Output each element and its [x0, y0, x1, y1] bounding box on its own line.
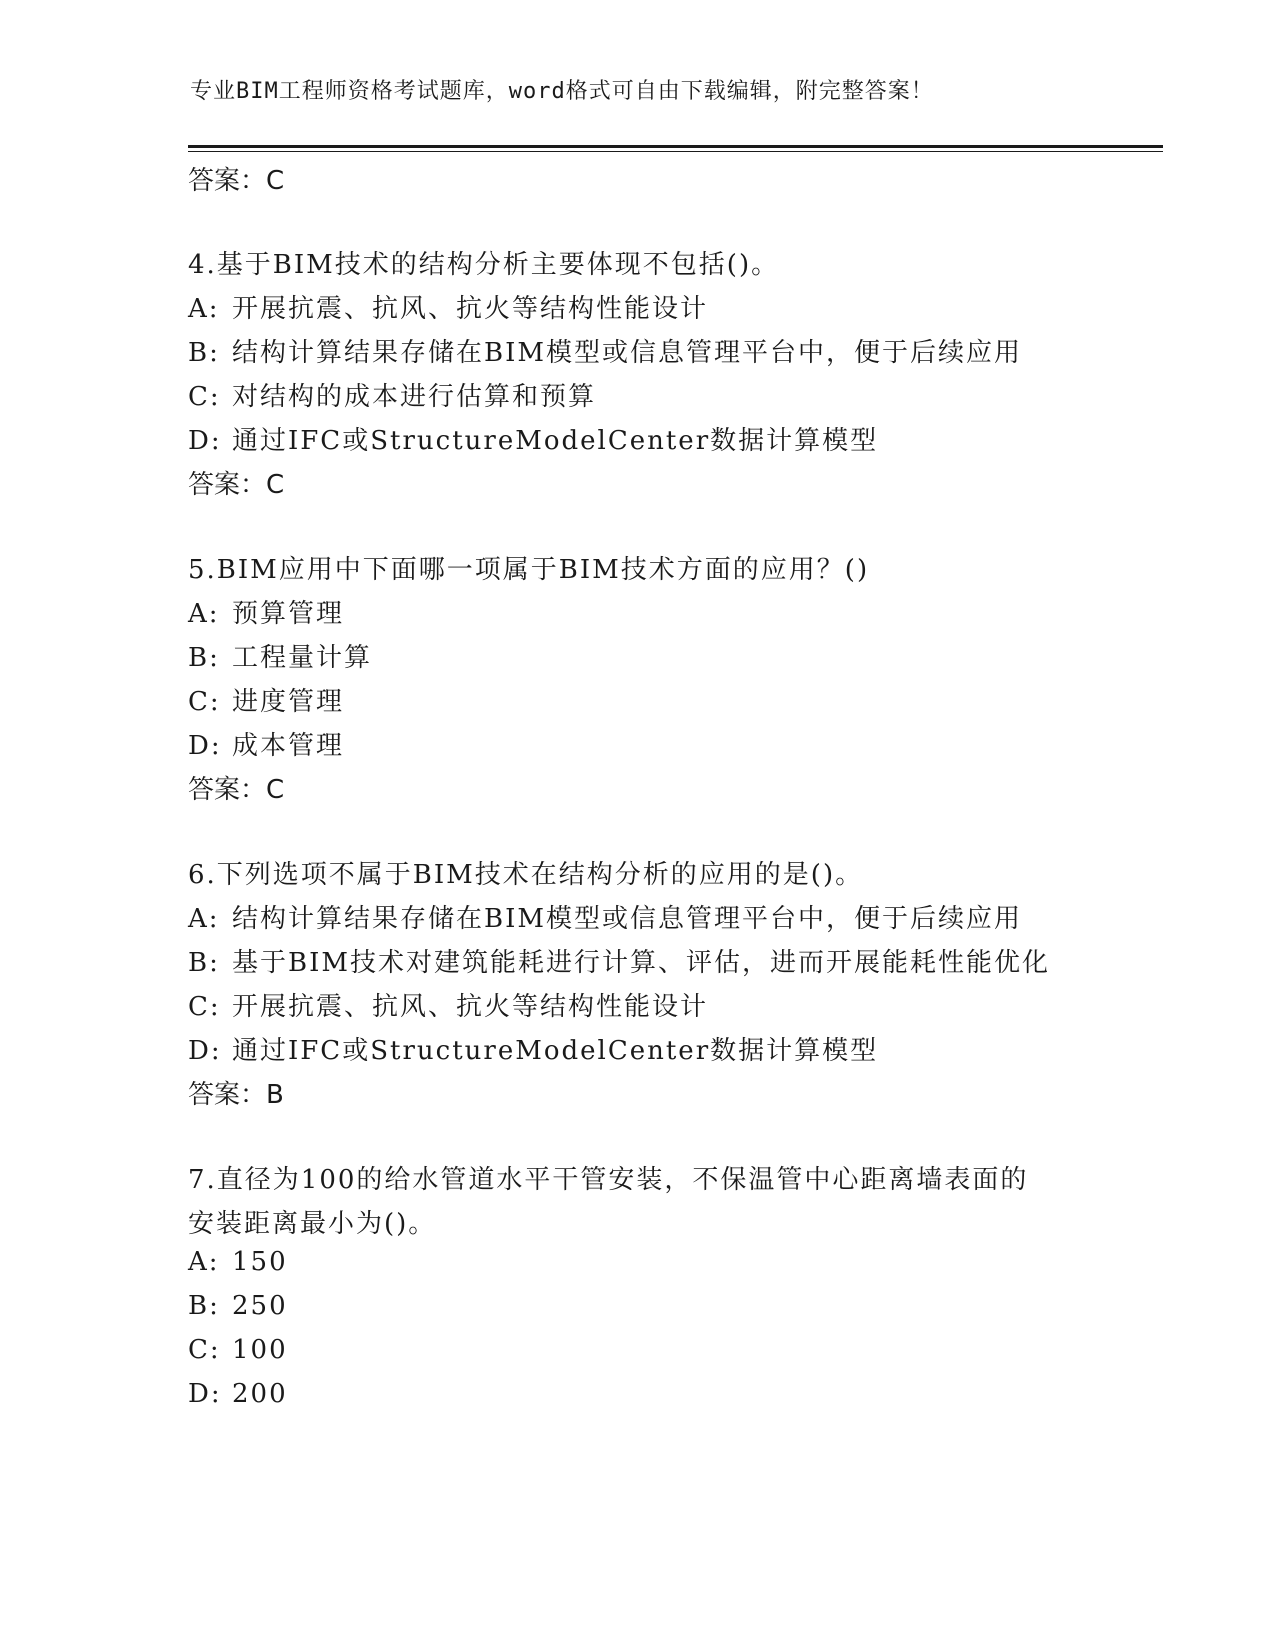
answer-q3: 答案：C — [188, 166, 285, 196]
option-letter: A: — [188, 904, 220, 934]
question-5-stem: 5.BIM应用中下面哪一项属于BIM技术方面的应用？() — [188, 555, 870, 585]
question-4-option-d — [188, 420, 878, 457]
question-7-stem-line-2: 安装距离最小为()。 — [188, 1209, 437, 1239]
option-letter: D: — [188, 426, 222, 456]
option-letter: D: — [188, 1379, 222, 1409]
question-4-stem: 4.基于BIM技术的结构分析主要体现不包括()。 — [188, 250, 780, 280]
option-letter: B: — [188, 643, 220, 673]
option-letter: D: — [188, 1036, 222, 1066]
question-5-option-c — [188, 681, 344, 718]
question-6-option-c — [188, 986, 708, 1023]
option-letter: A: — [188, 1247, 220, 1277]
question-7-option-d — [188, 1379, 288, 1409]
option-letter: C: — [188, 992, 221, 1022]
option-text: 基于BIM技术对建筑能耗进行计算、评估，进而开展能耗性能优化 — [232, 948, 1050, 978]
option-text: 结构计算结果存储在BIM模型或信息管理平台中，便于后续应用 — [232, 338, 1022, 368]
question-6-option-a — [188, 898, 1022, 935]
option-text: 250 — [232, 1291, 288, 1321]
question-6-option-d — [188, 1030, 878, 1067]
question-5-option-d — [188, 725, 344, 762]
option-letter: B: — [188, 338, 220, 368]
option-text: 工程量计算 — [232, 643, 373, 673]
question-7-option-b — [188, 1291, 288, 1321]
option-text: 成本管理 — [232, 731, 345, 761]
option-text: 通过IFC或StructureModelCenter数据计算模型 — [232, 1036, 879, 1066]
question-4-option-a — [188, 288, 708, 325]
option-letter: A: — [188, 294, 220, 324]
option-letter: C: — [188, 1335, 221, 1365]
option-text: 对结构的成本进行估算和预算 — [232, 382, 597, 412]
option-text: 200 — [232, 1379, 288, 1409]
answer-q4: 答案：C — [188, 470, 285, 500]
answer-q5: 答案：C — [188, 775, 285, 805]
option-letter: B: — [188, 948, 220, 978]
question-4-option-b — [188, 332, 1022, 369]
option-text: 150 — [232, 1247, 288, 1277]
question-5-option-b — [188, 637, 372, 674]
option-text: 进度管理 — [232, 687, 345, 717]
option-letter: A: — [188, 599, 220, 629]
option-text: 开展抗震、抗风、抗火等结构性能设计 — [232, 294, 709, 324]
question-6-stem: 6.下列选项不属于BIM技术在结构分析的应用的是()。 — [188, 860, 864, 890]
question-4-option-c — [188, 376, 596, 413]
option-letter: B: — [188, 1291, 220, 1321]
question-6-option-b — [188, 942, 1050, 979]
option-letter: C: — [188, 687, 221, 717]
option-letter: D: — [188, 731, 222, 761]
option-text: 结构计算结果存储在BIM模型或信息管理平台中，便于后续应用 — [232, 904, 1022, 934]
option-letter: C: — [188, 382, 221, 412]
option-text: 100 — [232, 1335, 288, 1365]
option-text: 通过IFC或StructureModelCenter数据计算模型 — [232, 426, 879, 456]
question-5-option-a — [188, 593, 344, 630]
header-divider — [188, 145, 1163, 148]
page-header: 专业BIM工程师资格考试题库，word格式可自由下载编辑，附完整答案！ — [190, 79, 934, 104]
header-divider-thin — [188, 151, 1163, 152]
question-7-stem-line-1: 7.直径为100的给水管道水平干管安装，不保温管中心距离墙表面的 — [188, 1165, 1029, 1195]
option-text: 预算管理 — [232, 599, 345, 629]
question-7-option-a — [188, 1247, 288, 1277]
question-7-option-c — [188, 1335, 288, 1365]
answer-q6: 答案：B — [188, 1080, 284, 1110]
option-text: 开展抗震、抗风、抗火等结构性能设计 — [232, 992, 709, 1022]
